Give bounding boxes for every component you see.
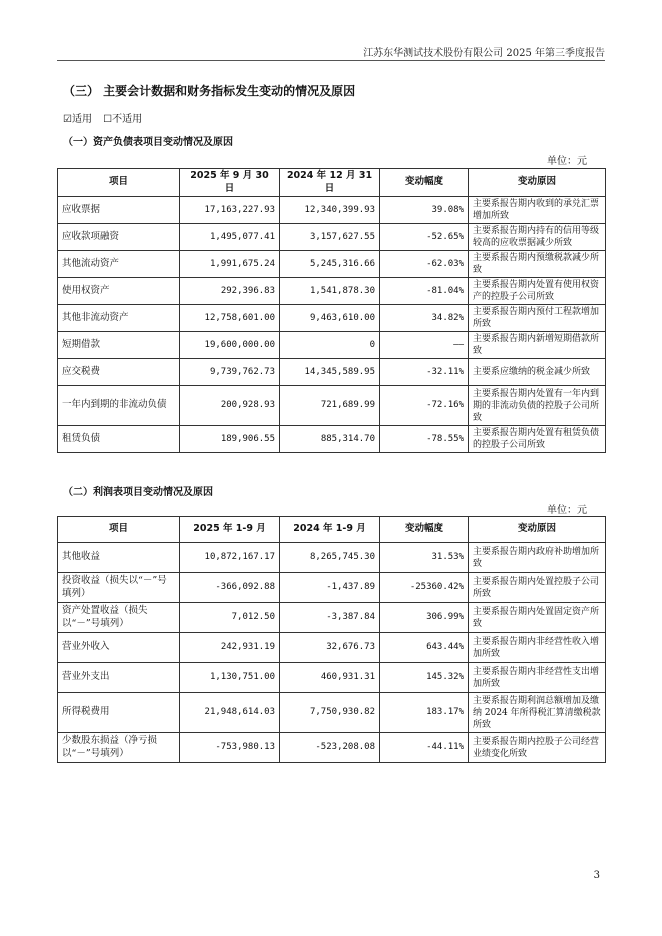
change-reason: 主要系报告期内处置有一年内到期的非流动负债的控股子公司所致 [469,386,606,426]
table-row [58,573,606,603]
change-rate: 34.82% [380,305,469,332]
prior-value: 9,463,610.00 [280,305,380,332]
current-value: 10,872,167.17 [180,543,280,573]
change-rate: —— [380,332,469,359]
current-value: 21,948,614.03 [180,693,280,733]
change-reason: 主要系报告期内预缴税款减少所致 [469,251,606,278]
row-item: 所得税费用 [58,693,180,733]
change-rate: 643.44% [380,633,469,663]
table-row [58,332,606,359]
column-header: 变动原因 [469,169,606,197]
prior-value: 12,340,399.93 [280,197,380,224]
income-unit: 单位：元 [547,505,587,516]
row-item: 租赁负债 [58,426,180,453]
row-item: 应收票据 [58,197,180,224]
change-rate: 145.32% [380,663,469,693]
row-item: 应收款项融资 [58,224,180,251]
prior-value: 3,157,627.55 [280,224,380,251]
prior-value: 5,245,316.66 [280,251,380,278]
change-reason: 主要系报告期内控股子公司经营业绩变化所致 [469,733,606,763]
prior-value: 721,689.99 [280,386,380,426]
current-value: -753,980.13 [180,733,280,763]
change-rate: 31.53% [380,543,469,573]
column-header: 2025 年 9 月 30 日 [180,169,280,197]
change-rate: 183.17% [380,693,469,733]
row-item: 一年内到期的非流动负债 [58,386,180,426]
change-reason: 主要系应缴纳的税金减少所致 [469,359,606,386]
report-header: 江苏东华测试技术股份有限公司 2025 年第三季度报告 [363,48,605,59]
change-rate: -32.11% [380,359,469,386]
change-reason: 主要系报告期利润总额增加及缴纳 2024 年所得税汇算清缴税款所致 [469,693,606,733]
current-value: 1,991,675.24 [180,251,280,278]
current-value: 292,396.83 [180,278,280,305]
change-rate: -62.03% [380,251,469,278]
balance-sheet-title: （一）资产负债表项目变动情况及原因 [63,137,233,148]
current-value: 1,495,077.41 [180,224,280,251]
table-row [58,359,606,386]
prior-value: -1,437.89 [280,573,380,603]
row-item: 资产处置收益（损失以“－”号填列） [58,603,180,633]
prior-value: 0 [280,332,380,359]
current-value: 1,130,751.00 [180,663,280,693]
current-value: 7,012.50 [180,603,280,633]
current-value: 19,600,000.00 [180,332,280,359]
table-row [58,251,606,278]
prior-value: 14,345,589.95 [280,359,380,386]
row-item: 其他非流动资产 [58,305,180,332]
change-reason: 主要系报告期内新增短期借款所致 [469,332,606,359]
applicable-no-checkbox[interactable]: ☐不适用 [103,114,143,125]
change-reason: 主要系报告期内预付工程款增加所致 [469,305,606,332]
table-header-row [58,517,606,543]
prior-value: 32,676.73 [280,633,380,663]
change-reason: 主要系报告期内非经营性收入增加所致 [469,633,606,663]
table-row [58,733,606,763]
income-statement-table [57,516,606,763]
change-rate: -81.04% [380,278,469,305]
table-row [58,278,606,305]
applicable-yes-checkbox[interactable]: ☑适用 [63,114,92,125]
change-reason: 主要系报告期内处置有使用权资产的控股子公司所致 [469,278,606,305]
table-row [58,224,606,251]
current-value: 189,906.55 [180,426,280,453]
change-rate: -44.11% [380,733,469,763]
change-reason: 主要系报告期内政府补助增加所致 [469,543,606,573]
header-divider [57,60,605,61]
column-header: 变动原因 [469,517,606,543]
change-reason: 主要系报告期内收到的承兑汇票增加所致 [469,197,606,224]
change-reason: 主要系报告期内处置固定资产所致 [469,603,606,633]
table-row [58,543,606,573]
applicable-options [63,110,150,125]
column-header: 项目 [58,169,180,197]
change-rate: 306.99% [380,603,469,633]
table-row [58,693,606,733]
column-header: 2025 年 1-9 月 [180,517,280,543]
balance-sheet-table [57,168,606,453]
column-header: 2024 年 12 月 31 日 [280,169,380,197]
current-value: 200,928.93 [180,386,280,426]
current-value: 17,163,227.93 [180,197,280,224]
change-rate: -78.55% [380,426,469,453]
row-item: 营业外支出 [58,663,180,693]
column-header: 项目 [58,517,180,543]
row-item: 其他收益 [58,543,180,573]
change-rate: -52.65% [380,224,469,251]
change-reason: 主要系报告期内处置控股子公司所致 [469,573,606,603]
prior-value: 7,750,930.82 [280,693,380,733]
table-row [58,663,606,693]
column-header: 变动幅度 [380,169,469,197]
change-reason: 主要系报告期内非经营性支出增加所致 [469,663,606,693]
current-value: 9,739,762.73 [180,359,280,386]
row-item: 少数股东损益（净亏损以“－”号填列） [58,733,180,763]
table-header-row [58,169,606,197]
prior-value: 8,265,745.30 [280,543,380,573]
row-item: 营业外收入 [58,633,180,663]
row-item: 其他流动资产 [58,251,180,278]
table-row [58,305,606,332]
row-item: 应交税费 [58,359,180,386]
prior-value: 885,314.70 [280,426,380,453]
prior-value: 1,541,878.30 [280,278,380,305]
current-value: 12,758,601.00 [180,305,280,332]
change-rate: 39.08% [380,197,469,224]
prior-value: -523,208.08 [280,733,380,763]
change-rate: -72.16% [380,386,469,426]
current-value: 242,931.19 [180,633,280,663]
table-row [58,197,606,224]
prior-value: -3,387.84 [280,603,380,633]
table-row [58,426,606,453]
balance-unit: 单位：元 [547,156,587,167]
row-item: 使用权资产 [58,278,180,305]
section-title: （三） 主要会计数据和财务指标发生变动的情况及原因 [63,84,356,98]
page-number: 3 [593,870,600,881]
table-row [58,633,606,663]
change-rate: -25360.42% [380,573,469,603]
row-item: 短期借款 [58,332,180,359]
current-value: -366,092.88 [180,573,280,603]
table-row [58,603,606,633]
row-item: 投资收益（损失以“－”号填列） [58,573,180,603]
prior-value: 460,931.31 [280,663,380,693]
column-header: 变动幅度 [380,517,469,543]
column-header: 2024 年 1-9 月 [280,517,380,543]
table-row [58,386,606,426]
change-reason: 主要系报告期内持有的信用等级较高的应收票据减少所致 [469,224,606,251]
income-statement-title: （二）利润表项目变动情况及原因 [63,487,213,498]
change-reason: 主要系报告期内处置有租赁负债的控股子公司所致 [469,426,606,453]
